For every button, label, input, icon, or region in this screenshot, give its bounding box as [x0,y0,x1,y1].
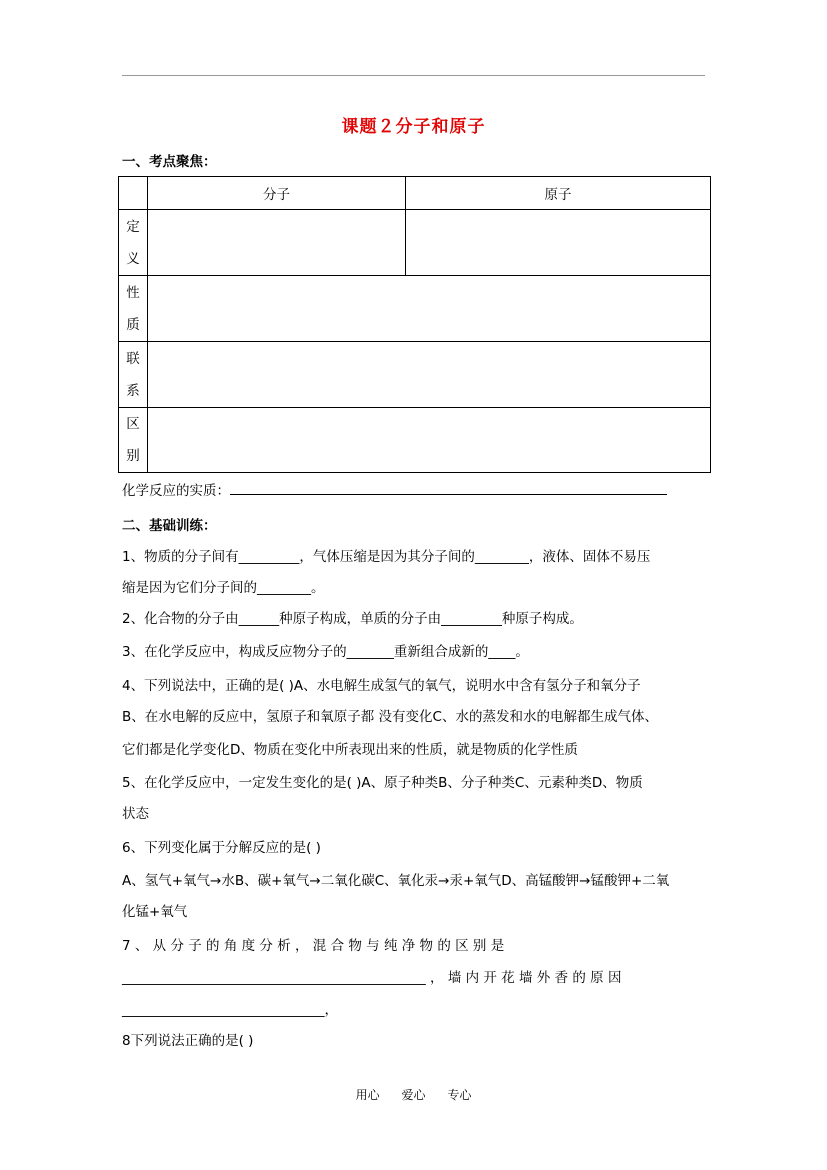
row-label-char: 系 [126,382,140,399]
table-header-atom: 原子 [406,177,711,210]
question-6-line-1: 6、下列变化属于分解反应的是( ) [122,840,321,856]
question-6-line-2: A、氢气+氧气→水B、碳+氧气→二氧化碳C、氧化汞→汞+氧气D、高锰酸钾→锰酸钾+二氧 [122,873,670,889]
table-header-molecule: 分子 [148,177,406,210]
question-7-line-3: ______________________________， [122,1002,338,1018]
section-heading-focus: 一、考点聚焦： [122,154,217,170]
row-label-char: 联 [126,350,140,367]
page-title: 课题２分子和原子 [341,117,486,137]
comparison-table [118,176,711,473]
reaction-essence-line [122,480,705,501]
question-7-line-1: 7 、 从 分 子 的 角 度 分 析 ， 混 合 物 与 纯 净 物 的 区 别 是 [122,938,505,954]
row-label-definition [119,210,148,276]
table-corner-cell [119,177,148,210]
footer-text-1: 用心 [355,1088,380,1102]
row-label-difference [119,408,148,473]
row-label-char: 定 [126,218,140,235]
row-label-relation [119,342,148,408]
question-5-line-1: 5、在化学反应中，一定发生变化的是( )A、原子种类B、分子种类C、元素种类D、物质 [122,775,643,791]
row-label-char: 性 [126,284,140,301]
table-cell-property[interactable] [148,276,711,342]
table-row-difference [119,408,711,473]
question-1-line-1: 1、物质的分子间有_________，气体压缩是因为其分子间的________，液体、固体不易压 [122,549,651,565]
question-4-line-3: 它们都是化学变化D、物质在变化中所表现出来的性质，就是物质的化学性质 [122,742,578,758]
footer-text-2: 爱心 [401,1088,426,1102]
question-4-line-2: B、在水电解的反应中，氢原子和氧原子都 没有变化C、水的蒸发和水的电解都生成气体、 [122,709,658,725]
question-6-line-3: 化锰+氧气 [122,904,188,920]
table-cell-molecule-definition[interactable] [148,210,406,276]
row-label-char: 区 [126,416,140,432]
page-footer [0,1086,827,1103]
table-row-definition [119,210,711,276]
footer-text-3: 专心 [447,1088,472,1102]
table-header-row [119,177,711,210]
row-label-char: 别 [126,448,140,464]
question-8: 8下列说法正确的是( ) [122,1033,254,1049]
header-rule [122,75,705,76]
row-label-char: 义 [126,250,140,267]
reaction-essence-blank[interactable] [230,480,667,495]
table-cell-relation[interactable] [148,342,711,408]
question-4-line-1: 4、下列说法中，正确的是( )A、水电解生成氢气的氧气，说明水中含有氢分子和氧分子 [122,678,641,694]
reaction-essence-label: 化学反应的实质： [122,483,230,499]
question-7-line-2: _____________________________________________ ， 墙 内 开 花 墙 外 香 的 原 因 [122,970,622,986]
section-heading-practice: 二、基础训练： [122,518,217,534]
row-label-char: 质 [126,316,140,333]
table-cell-difference[interactable] [148,408,711,473]
question-5-line-2: 状态 [122,806,149,822]
table-row-relation [119,342,711,408]
question-1-line-2: 缩是因为它们分子间的________。 [122,580,325,596]
question-3: 3、在化学反应中，构成反应物分子的_______重新组合成新的____。 [122,644,529,660]
question-2: 2、化合物的分子由______种原子构成，单质的分子由_________种原子构成。 [122,611,583,627]
table-row-property [119,276,711,342]
row-label-property [119,276,148,342]
table-cell-atom-definition[interactable] [406,210,711,276]
